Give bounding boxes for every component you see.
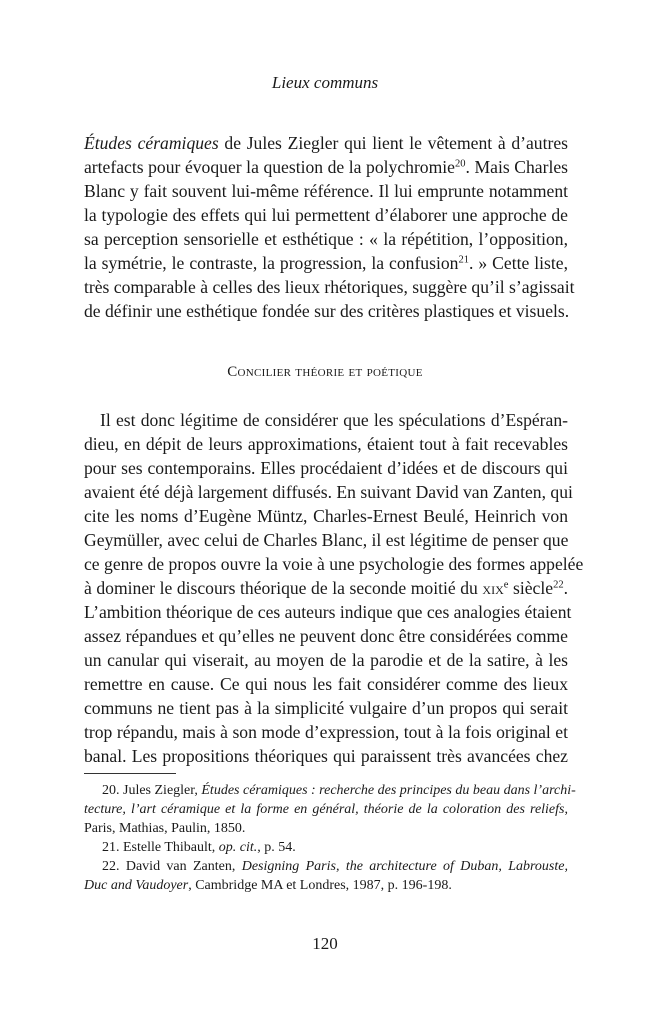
text-span: , xyxy=(564,802,568,817)
footnote-20-cont xyxy=(84,800,568,819)
text-line: la typologie des effets qui lui permettent d’élaborer une approche de xyxy=(84,205,568,225)
text-span: , p. 54. xyxy=(257,840,296,855)
text-line: sa perception sensorielle et esthétique : « la répétition, l’opposition, xyxy=(84,229,568,249)
footnote-22-cont xyxy=(84,876,568,895)
text-line: assez répandues et qu’elles ne peuvent donc être considérées comme xyxy=(84,626,568,646)
text-span: 20. Jules Ziegler, xyxy=(102,783,202,798)
text-span: la symétrie, le contraste, la progression, la confusion xyxy=(84,253,459,273)
text-line: avaient été déjà largement diffusés. En suivant David van Zanten, qui xyxy=(84,482,573,502)
text-line xyxy=(84,576,568,600)
footnote-ref: 22 xyxy=(553,579,564,591)
text-line: très comparable à celles des lieux rhétoriques, suggère qu’il s’agissait xyxy=(84,277,575,297)
text-line: communs ne tient pas à la simplicité vulgaire d’un propos qui serait xyxy=(84,698,568,718)
emphasis: tecture, l’art céramique et la forme en général, théorie de la coloration des reliefs xyxy=(84,802,565,817)
text-line xyxy=(84,131,568,155)
footnote-ref: 21 xyxy=(458,254,469,266)
text-span: à dominer le discours théorique de la seconde moitié du xyxy=(84,578,483,598)
text-line: un canular qui viserait, au moyen de la parodie et de la satire, à les xyxy=(84,650,568,670)
page-number: 120 xyxy=(312,934,338,953)
text-line xyxy=(84,155,568,179)
footnote-20-end: Paris, Mathias, Paulin, 1850. xyxy=(84,821,246,836)
text-line: remettre en cause. Ce qui nous les fait considérer comme des lieux xyxy=(84,674,568,694)
text-span: . Mais Charles xyxy=(465,157,568,177)
text-line: cite les noms d’Eugène Müntz, Charles-Ernest Beulé, Heinrich von xyxy=(84,506,568,526)
text-span: 22. David van Zanten, xyxy=(102,859,242,874)
emphasis: op. cit. xyxy=(218,840,258,855)
footnote-rule xyxy=(84,773,176,774)
text-span: 21. Estelle Thibault, xyxy=(102,840,219,855)
text-line: Geymüller, avec celui de Charles Blanc, il est légitime de penser que xyxy=(84,530,569,550)
footnote-ref: 20 xyxy=(454,158,466,170)
century-numeral: xix xyxy=(482,578,504,598)
text-span: . » Cette liste, xyxy=(469,253,568,273)
emphasis: Études céramiques xyxy=(84,133,219,153)
text-line: ce genre de propos ouvre la voie à une psychologie des formes appelée xyxy=(84,554,584,574)
text-line xyxy=(84,251,568,275)
running-head: Lieux communs xyxy=(271,73,379,92)
emphasis: Études céramiques : recherche des principes du beau dans l’archi- xyxy=(201,783,576,798)
text-line: banal. Les propositions théoriques qui paraissent très avancées chez xyxy=(84,746,568,766)
text-span: . xyxy=(563,578,569,598)
section-heading: Concilier théorie et poétique xyxy=(227,364,423,380)
text-span: de Jules Ziegler qui lient le vêtement à d’autres xyxy=(218,133,568,153)
footnote-21 xyxy=(102,838,568,857)
text-span: siècle xyxy=(508,578,554,598)
text-line: L’ambition théorique de ces auteurs indique que ces analogies étaient xyxy=(84,602,572,622)
text-line: Il est donc légitime de considérer que les spéculations d’Espéran- xyxy=(100,410,568,430)
text-line: trop répandu, mais à son mode d’expression, tout à la fois original et xyxy=(84,722,568,742)
century-suffix: e xyxy=(503,579,509,591)
text-line: de définir une esthétique fondée sur des critères plastiques et visuels. xyxy=(84,301,570,321)
emphasis: Designing Paris, the architecture of Duban, Labrouste, xyxy=(241,859,568,874)
text-line: dieu, en dépit de leurs approximations, étaient tout à fait recevables xyxy=(84,434,568,454)
text-line: Blanc y fait souvent lui-même référence. Il lui emprunte notamment xyxy=(84,181,568,201)
footnote-20 xyxy=(102,781,576,800)
footnote-22 xyxy=(102,857,568,876)
text-span: artefacts pour évoquer la question de la polychromie xyxy=(84,157,455,177)
emphasis: Duc and Vaudoyer xyxy=(84,878,189,893)
text-span: , Cambridge MA et Londres, 1987, p. 196-198. xyxy=(188,878,452,893)
text-line: pour ses contemporains. Elles procédaient d’idées et de discours qui xyxy=(84,458,568,478)
